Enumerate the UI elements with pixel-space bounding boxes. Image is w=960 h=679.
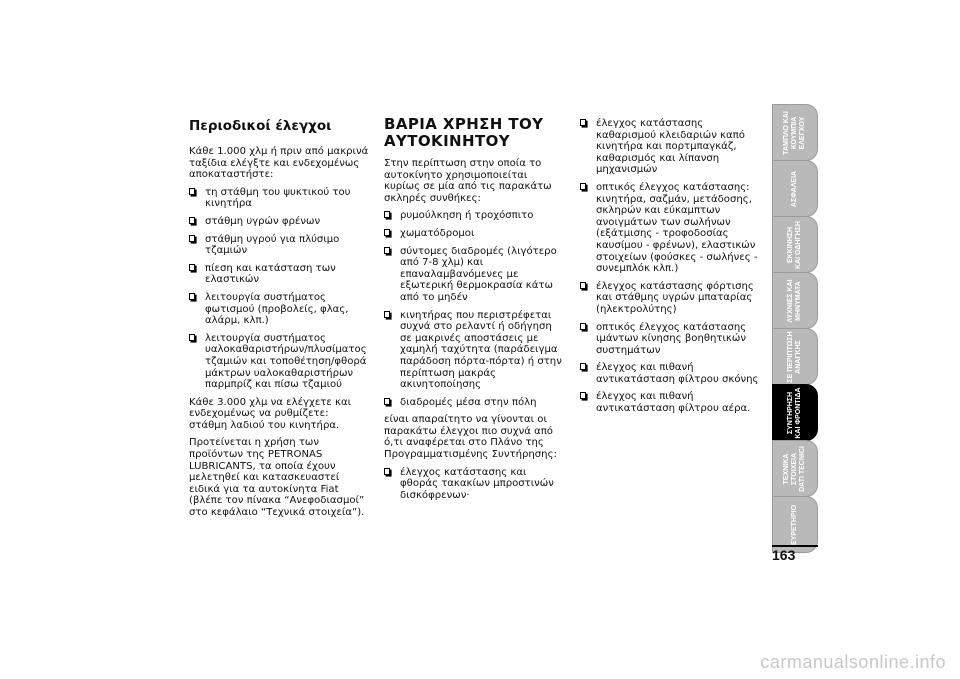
page-number: 163 <box>772 547 796 563</box>
list-item <box>580 118 763 176</box>
tab-safety[interactable] <box>772 160 818 217</box>
right-column <box>580 118 763 421</box>
tab-label: ΤΕΧΝΙΚΑ ΣΤΟΙΧΕΙΑ DATI TECNICI <box>783 445 806 492</box>
checkbox-bullet-icon <box>189 293 195 300</box>
list-item <box>384 228 565 240</box>
list-item <box>189 216 369 228</box>
tab-dashboard-controls[interactable] <box>772 104 818 161</box>
tab-label: ΤΑΜΠΛΟ ΚΑΙ ΚΟΥΜΠΙΑ ΕΛΕΓΧΟΥ <box>783 110 806 155</box>
tab-label: ΣΥΝΤΗΡΗΣΗ ΚΑΙ ΦΡΟΝΤΙΔΑ <box>787 386 802 439</box>
paragraph: Κάθε 1.000 χλμ ή πριν από μακρινά ταξίδια ελέγξτε και ενδεχομένως αποκαταστήστε: <box>189 146 369 181</box>
list-item <box>189 263 369 286</box>
checkbox-bullet-icon <box>189 235 195 242</box>
tab-label: ΛΥΧΝΙΕΣ ΚΑΙ ΜΗΝΥΜΑΤΑ <box>787 278 802 323</box>
checkbox-bullet-icon <box>580 183 586 190</box>
list-item-text: στάθμη υγρού για πλύσιμο τζαμιών <box>205 233 340 257</box>
list-item <box>189 333 369 391</box>
list-item-text: τη στάθμη του ψυκτικού του κινητήρα <box>205 186 351 210</box>
checkbox-bullet-icon <box>580 282 586 289</box>
tab-emergency[interactable] <box>772 328 818 385</box>
paragraph: Προτείνεται η χρήση των προϊόντων της PETRONAS LUBRICANTS, τα οποία έχουν μελετηθεί και κατασκευαστεί ειδικά για τα αυτοκίνητα Fiat (βλέπε τον πίνακα “Ανεφοδιασμοί” στο κεφάλαιο “Τεχνικά στοιχεία”). <box>189 437 365 519</box>
list-item-text: διαδρομές μέσα στην πόλη <box>400 396 537 408</box>
checkbox-bullet-icon <box>580 323 586 330</box>
list-item <box>384 246 565 304</box>
list-item <box>580 391 763 414</box>
list-item <box>189 187 369 210</box>
checkbox-bullet-icon <box>189 217 195 224</box>
paragraph: Στην περίπτωση στην οποία το αυτοκίνητο χρησιμοποιείται κυρίως σε μία από τις παρακάτω σκληρές συνθήκες: <box>384 158 552 204</box>
checkbox-bullet-icon <box>189 334 195 341</box>
tab-label: ΕΥΡΕΤΗΡΙΟ <box>791 504 798 545</box>
paragraph: Κάθε 3.000 χλμ να ελέγχετε και ενδεχομένως να ρυθμίζετε: στάθμη λαδιού του κινητήρα. <box>189 396 352 431</box>
checkbox-bullet-icon <box>580 392 586 399</box>
list-item-text: κινητήρας που περιστρέφεται συχνά στο ρελαντί ή οδήγηση σε μακρινές αποστάσεις με χαμηλή ταχύτητα (παράδειγμα παράδοση πόρτα-πόρτα) ή στην περίπτωση μακράς ακινητοποίησης <box>400 309 562 391</box>
list-item-text: έλεγχος κατάστασης και φθοράς τακακίων μπροστινών δισκόφρενων· <box>400 466 554 501</box>
list-item <box>384 210 565 222</box>
list-item <box>384 310 565 391</box>
tab-starting-driving[interactable] <box>772 216 818 273</box>
checkbox-bullet-icon <box>189 264 195 271</box>
section-title-periodic-checks: Περιοδικοί έλεγχοι <box>189 118 332 134</box>
checkbox-bullet-icon <box>384 468 390 475</box>
paragraph: είναι απαραίτητο να γίνονται οι παρακάτω έλεγχοι πιο συχνά από ό,τι αναφέρεται στο Πλάνο της Προγραμματισμένης Συντήρησης: <box>384 414 557 461</box>
checklist <box>580 118 763 415</box>
middle-column <box>384 116 565 507</box>
tab-technical-data[interactable] <box>772 440 818 497</box>
section-title-heavy-use: ΒΑΡΙΑ ΧΡΗΣΗ ΤΟΥ ΑΥΤΟΚΙΝΗΤΟΥ <box>384 115 544 150</box>
list-item <box>384 397 565 409</box>
list-item-text: λειτουργία συστήματος φωτισμού (προβολείς, φλας, αλάρμ, κλπ.) <box>205 291 349 327</box>
list-item <box>580 362 763 385</box>
list-item-text: χωματόδρομοι <box>400 227 475 239</box>
list-item <box>189 234 369 257</box>
list-item-text: λειτουργία συστήματος υαλοκαθαριστήρων/πλυσίματος τζαμιών και τοποθέτηση/φθορά μάκτρων υαλοκαθαριστήρων παρμπρίζ και πίσω τζαμιού <box>205 332 367 391</box>
list-item-text: έλεγχος και πιθανή αντικατάσταση φίλτρου αέρα. <box>596 391 751 415</box>
list-item <box>580 182 763 275</box>
watermark: carmanualsonline.info <box>760 652 946 672</box>
checkbox-bullet-icon <box>189 188 195 195</box>
checklist <box>189 187 369 391</box>
checkbox-bullet-icon <box>384 398 390 405</box>
tab-warning-lights[interactable] <box>772 272 818 329</box>
checklist <box>384 210 565 408</box>
list-item <box>580 322 763 357</box>
list-item-text: στάθμη υγρών φρένων <box>205 215 321 227</box>
tab-label: ΑΣΦΑΛΕΙΑ <box>791 170 798 207</box>
list-item-text: έλεγχος κατάστασης καθαρισμού κλειδαριών καπό κινητήρα και πορτμπαγκάζ, καθαρισμός και λίπανση μηχανισμών <box>596 118 745 176</box>
checklist <box>384 467 565 502</box>
list-item-text: οπτικός έλεγχος κατάστασης: κινητήρα, σαζμάν, μετάδοσης, σκληρών και εύκαμπτων ανοιγμάτων των σωλήνων (εξάτμισης - τροφοδοσίας καυσίμου - φρένων), ελαστικών στοιχείων (φούσκες - σωλήνες - συνεμπλόκ κλπ.) <box>596 181 758 275</box>
list-item <box>189 292 369 327</box>
tab-label: ΕΚΚΙΝΗΣΗ ΚΑΙ ΟΔΗΓΗΣΗ <box>787 220 802 269</box>
list-item-text: έλεγχος και πιθανή αντικατάσταση φίλτρου σκόνης <box>596 362 759 385</box>
list-item-text: σύντομες διαδρομές (λιγότερο από 7-8 χλμ) και επαναλαμβανόμενες με εξωτερική θερμοκρασία κάτω από το μηδέν <box>400 245 557 303</box>
checkbox-bullet-icon <box>580 363 586 370</box>
list-item <box>384 467 565 502</box>
checkbox-bullet-icon <box>384 211 390 218</box>
list-item-text: οπτικός έλεγχος κατάστασης ιμάντων κίνησης βοηθητικών συστημάτων <box>596 321 747 356</box>
tab-label: ΣΕ ΠΕΡΙΠΤΩΣΗ ΑΝΑΓΚΗΣ <box>787 330 802 383</box>
checkbox-bullet-icon <box>384 247 390 254</box>
list-item-text: ρυμούλκηση ή τροχόσπιτο <box>400 210 534 222</box>
checkbox-bullet-icon <box>384 311 390 318</box>
checkbox-bullet-icon <box>580 119 586 126</box>
left-column <box>189 116 369 525</box>
checkbox-bullet-icon <box>384 229 390 236</box>
list-item-text: πίεση και κατάσταση των ελαστικών <box>205 262 336 286</box>
tab-maintenance-active[interactable] <box>772 384 818 441</box>
list-item-text: έλεγχος κατάστασης φόρτισης και στάθμης υγρών μπαταρίας (ηλεκτρολύτης) <box>596 280 754 315</box>
list-item <box>580 281 763 316</box>
